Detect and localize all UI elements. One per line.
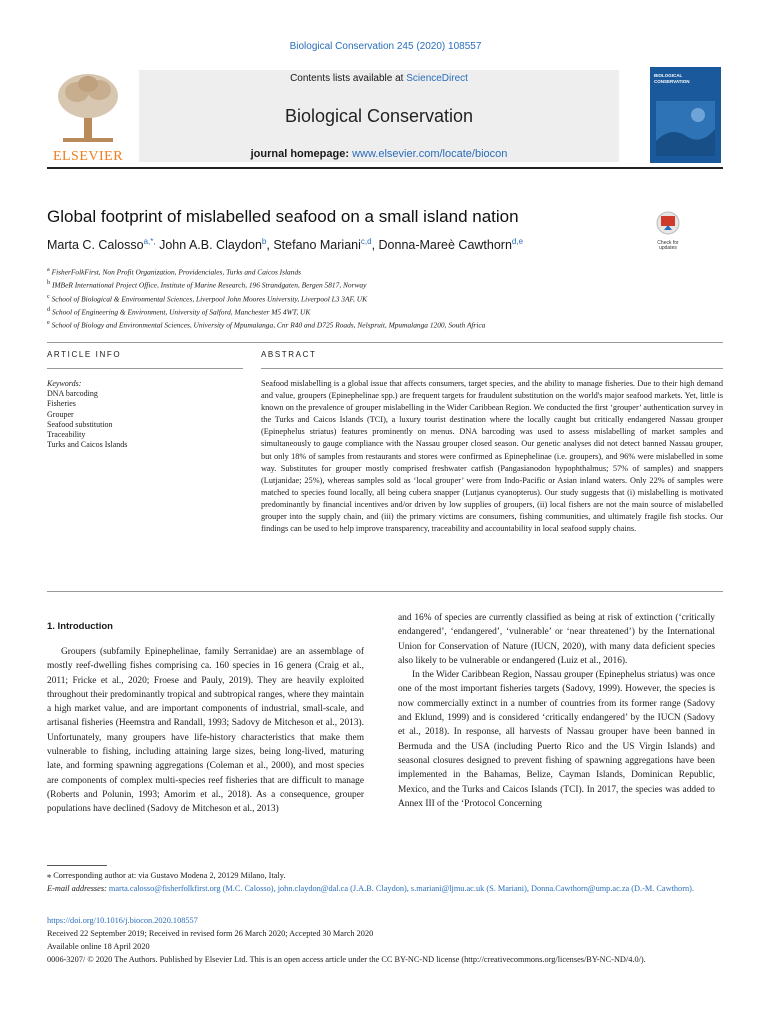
affiliation-item: $^d$ School of Engineering & Environment, University of Salford, Manchester M5 4WT, UK bbox=[47, 306, 311, 317]
affiliation-item: $^c$ School of Biological & Environmental Sciences, Liverpool John Moores University, Liverpool L3 3AF, UK bbox=[47, 293, 368, 303]
footnote-divider bbox=[47, 865, 107, 866]
keyword-item: DNA barcoding bbox=[47, 389, 98, 399]
homepage-line bbox=[139, 148, 619, 160]
cover-title: BIOLOGICAL CONSERVATION bbox=[654, 73, 690, 84]
affiliation-list bbox=[47, 265, 485, 331]
check-updates-label: Check for updates bbox=[657, 240, 679, 251]
article-info-divider bbox=[47, 368, 243, 369]
journal-masthead bbox=[47, 66, 723, 169]
abstract-heading: ABSTRACT bbox=[261, 350, 317, 359]
email-addresses bbox=[47, 882, 723, 895]
publication-info bbox=[47, 914, 723, 966]
keywords-block bbox=[47, 379, 127, 450]
keyword-item: Turks and Caicos Islands bbox=[47, 440, 128, 450]
right-column bbox=[398, 611, 715, 811]
received-dates: Received 22 September 2019; Received in revised form 26 March 2020; Accepted 30 March 2020 bbox=[47, 929, 374, 938]
email-links[interactable]: marta.calosso@fisherfolkfirst.org (M.C. Calosso), john.claydon@dal.ca (J.A.B. Claydon), s.mariani@ljmu.ac.uk (S. Mariani), Donna.Cawthorn@ump.ac.za (D.-M. Cawthorn). bbox=[108, 884, 694, 893]
sciencedirect-link[interactable]: ScienceDirect bbox=[406, 73, 468, 84]
contents-prefix: Contents lists available at bbox=[290, 73, 407, 84]
homepage-prefix: journal homepage: bbox=[250, 148, 353, 160]
journal-name: Biological Conservation bbox=[284, 106, 474, 126]
check-for-updates-button[interactable] bbox=[649, 210, 687, 251]
abstract-text: Seafood mislabelling is a global issue that affects consumers, target species, and the ability to manage fisheries. Due to their high demand and value, groupers (Epinephelinae spp.) are frequent targets for fraudulent substitution on the world's major seafood markets. Yet, little is known on the prevalence of grouper mislabelling in the Wider Caribbean Region. We conducted the first ‘grouper’ authentication survey in the Turks and Caicos Islands (TCI), a luxury tourist destination where the locally caught but critically endangered Nassau grouper (Epinephelus striatus) features prominently on menus. DNA barcoding was used to assess mislabelling of market samples and simultaneously to gauge compliance with the Nassau grouper closed season. Our genetic analyses did not detect banned Nassau grouper, but only 18% of samples from restaurants and stores were confirmed as Epinephelinae (i.e. groupers), and 96% were mislabelled in some way. Substitutes for grouper mostly comprised freshwater catfish (Pangasianodon hypophthalmus; 57% of samples) and snappers (Lutjanidae; 25%), whereas samples sold as ‘local grouper’ were from Indo-Pacific or Asian inland waters. Only 22% of samples were matched to species found locally, all being cubera snapper (Lutjanus cyanopterus). Our study suggests that (i) mislabelling is motivated predominantly by financial incentives and/or driven by low supplies of groupers, (ii) local fishers are not the main source of mislabelled grouper into the supply chain, and (iii) the primary victims are consumers, fishing communities, and ultimately fragile fish stocks. Our findings can be used to help improve transparency, traceability and accountability in local seafood supply chains. bbox=[261, 379, 723, 534]
license-text: 0006-3207/ © 2020 The Authors. Published by Elsevier Ltd. This is an open access article under the CC BY-NC-ND license (http://creativecommons.org/licenses/BY-NC-ND/4.0/). bbox=[47, 955, 646, 964]
keyword-item: Fisheries bbox=[47, 399, 76, 409]
keyword-item: Grouper bbox=[47, 409, 74, 419]
available-online: Available online 18 April 2020 bbox=[47, 942, 150, 951]
doi-link[interactable]: https://doi.org/10.1016/j.biocon.2020.108557 bbox=[47, 916, 198, 925]
check-updates-icon bbox=[649, 210, 687, 236]
author-affiliation-marker[interactable]: a,*, bbox=[143, 237, 156, 246]
paragraph: Groupers (subfamily Epinephelinae, family Serranidae) are an assemblage of mostly reef-dwelling fishes comprising ca. 160 species in 16 genera (Craig et al., 2011; Fricke et al., 2020; Froese and Pauly, 2019). They are heavily exploited throughout their predominantly tropical and subtropical ranges, where they maintain a high market value, and are important components of industrial, small-scale, and artisanal fisheries (Heemstra and Randall, 1993; Sadovy de Mitcheson et al., 2013). Unfortunately, many groupers have life-history characteristics that make them vulnerable to fishing, including attaining large sizes, being long-lived, maturing late, and forming spawning aggregations (Coleman et al., 2000), and most species are components of complex multi-species reef fisheries that are difficult to manage (Roberts and Polunin, 1993; Amorim et al., 2018). As a consequence, grouper populations have declined (Sadovy de Mitcheson et al., 2013) bbox=[47, 647, 364, 815]
keyword-item: Traceability bbox=[47, 430, 86, 440]
elsevier-tree-icon bbox=[53, 72, 123, 144]
journal-cover-image[interactable] bbox=[650, 67, 721, 163]
author-affiliation-marker[interactable]: b bbox=[261, 237, 267, 246]
author-name[interactable]: John A.B. Claydon bbox=[159, 238, 262, 253]
paragraph: and 16% of species are currently classified as being at risk of extinction (‘critically endangered’, ‘endangered’, ‘vulnerable’ or ‘near threatened’) by the International Union for Conservation of Nature (IUCN, 2020), with many data deficient species also likely to be vulnerable or endangered (Luiz et al., 2016). bbox=[398, 613, 715, 666]
author-name[interactable]: Stefano Mariani bbox=[273, 238, 361, 253]
paragraph: In the Wider Caribbean Region, Nassau grouper (Epinephelus striatus) was once one of the most important fisheries targets (Sadovy, 1999). However, the species is now commercially extinct in a number of countries from its former range (Sadovy and Eklund, 1999) and is considered ‘critically endangered’ by the IUCN (Sadovy et al., 2018). In response, all harvests of Nassau grouper have been banned in Bermuda and the USA (including Puerto Rico and the US Virgin Islands) and seasonal closures designed to prevent fishing of spawning aggregations have been implemented in the Bahamas, Belize, Cayman Islands, Dominican Republic, Mexico, and the Turks and Caicos Islands (TCI). In 2017, the species was added to Annex III of the ‘Protocol Concerning bbox=[398, 670, 715, 809]
article-title: Global footprint of mislabelled seafood on a small island nation bbox=[47, 207, 519, 226]
author-name[interactable]: Donna-Mareè Cawthorn bbox=[378, 238, 512, 253]
corresponding-author-note: ⁎ Corresponding author at: via Gustavo Modena 2, 20129 Milano, Italy. bbox=[47, 871, 286, 880]
abstract-bottom-divider bbox=[47, 591, 723, 592]
affiliation-item: $^b$ IMBeR International Project Office, Institute of Marine Research, 196 Strandgaten, Bergen 5817, Norway bbox=[47, 280, 367, 290]
introduction-heading: 1. Introduction bbox=[47, 621, 113, 632]
author-name[interactable]: Marta C. Calosso bbox=[47, 238, 144, 253]
elsevier-logo bbox=[47, 70, 129, 164]
journal-homepage-link[interactable]: www.elsevier.com/locate/biocon bbox=[352, 148, 508, 160]
abstract-divider bbox=[261, 368, 723, 369]
author-list: Marta C. Calosso$^{a,*,}$ John A.B. Claydon$^b$, Stefano Mariani$^{c,d}$, Donna-Mareè Cawthorn$^{d,e}$ bbox=[47, 237, 524, 253]
affiliation-item: $^a$ FisherFolkFirst, Non Profit Organization, Providenciales, Turks and Caicos Islands bbox=[47, 267, 302, 277]
cover-artwork bbox=[656, 101, 715, 156]
section-divider bbox=[47, 342, 723, 343]
affiliation-item: $^e$ School of Biology and Environmental Sciences, University of Mpumalanga, Cnr R40 and D725 Roads, Nelspruit, Mpumalanga 1200, South Africa bbox=[47, 320, 486, 330]
journal-citation-link[interactable]: Biological Conservation 245 (2020) 108557 bbox=[289, 41, 482, 52]
footnotes bbox=[47, 869, 723, 895]
article-info-heading: ARTICLE INFO bbox=[47, 350, 122, 359]
keyword-item: Seafood substitution bbox=[47, 419, 113, 429]
contents-line bbox=[139, 73, 619, 84]
masthead-center bbox=[139, 70, 619, 162]
author-affiliation-marker[interactable]: c,d bbox=[360, 237, 372, 246]
author-affiliation-marker[interactable]: d,e bbox=[511, 237, 524, 246]
keywords-label: Keywords: bbox=[47, 379, 82, 388]
left-column bbox=[47, 645, 364, 817]
email-label: E-mail addresses: bbox=[47, 884, 107, 893]
elsevier-wordmark: ELSEVIER bbox=[52, 149, 124, 164]
